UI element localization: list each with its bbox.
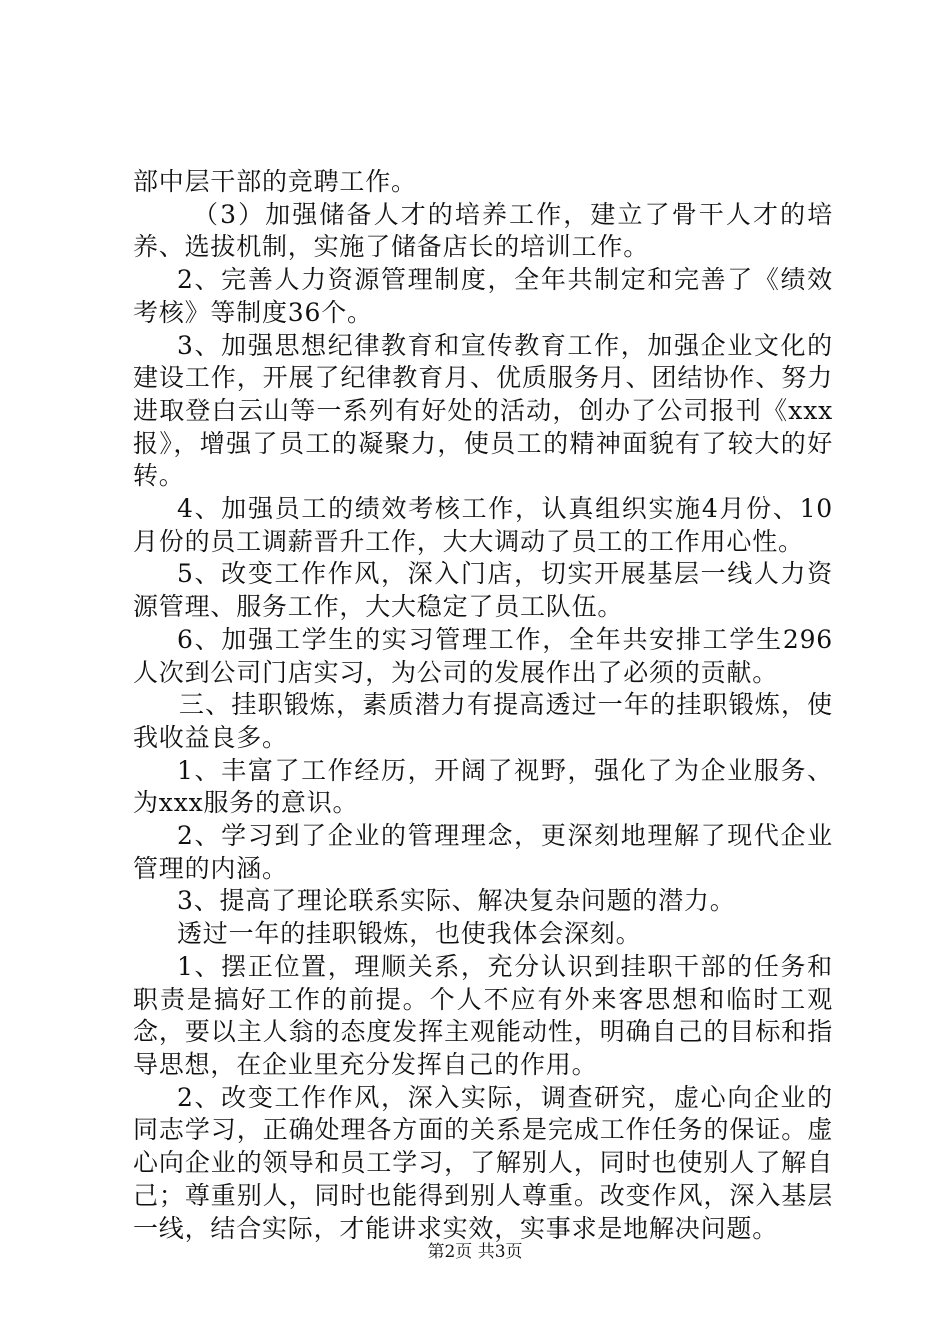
paragraph-item-3-sub: （3）加强储备人才的培养工作，建立了骨干人才的培养、选拔机制，实施了储备店长的培训工作。 — [133, 199, 833, 262]
paragraph-gain-1: 1、丰富了工作经历，开阔了视野，强化了为企业服务、为xxx服务的意识。 — [133, 755, 833, 818]
paragraph-reflection-1: 1、摆正位置，理顺关系，充分认识到挂职干部的任务和职责是搞好工作的前提。个人不应有外来客思想和临时工观念，要以主人翁的态度发挥主观能动性，明确自己的目标和指导思想，在企业里充分发挥自己的作用。 — [133, 951, 833, 1079]
paragraph-continuation: 部中层干部的竞聘工作。 — [133, 167, 417, 196]
paragraph-item-6: 6、加强工学生的实习管理工作，全年共安排工学生296人次到公司门店实习，为公司的发展作出了必须的贡献。 — [133, 624, 833, 687]
paragraph-gain-2: 2、学习到了企业的管理理念，更深刻地理解了现代企业管理的内涵。 — [133, 821, 833, 883]
paragraph-item-5: 5、改变工作作风，深入门店，切实开展基层一线人力资源管理、服务工作，大大稳定了员工队伍。 — [133, 559, 833, 622]
paragraph-item-4: 4、加强员工的绩效考核工作，认真组织实施4月份、10月份的员工调薪晋升工作，大大调动了员工的工作用心性。 — [133, 494, 833, 556]
section-heading-three: 三、挂职锻炼，素质潜力有提高透过一年的挂职锻炼，使我收益良多。 — [133, 690, 833, 752]
document-body — [133, 166, 833, 1245]
paragraph-reflection-intro: 透过一年的挂职锻炼，也使我体会深刻。 — [177, 919, 642, 949]
paragraph-item-2: 2、完善人力资源管理制度，全年共制定和完善了《绩效考核》等制度36个。 — [133, 265, 833, 327]
page-number-footer: 第2页 共3页 — [427, 1242, 523, 1262]
paragraph-item-3: 3、加强思想纪律教育和宣传教育工作，加强企业文化的建设工作，开展了纪律教育月、优质服务月、团结协作、努力进取登白云山等一系列有好处的活动，创办了公司报刊《xxx报》，增强了员工的凝聚力，使员工的精神面貌有了较大的好转。 — [133, 330, 833, 491]
paragraph-gain-3: 3、提高了理论联系实际、解决复杂问题的潜力。 — [177, 886, 736, 916]
paragraph-reflection-2: 2、改变工作作风，深入实际，调查研究，虚心向企业的同志学习，正确处理各方面的关系是完成工作任务的保证。虚心向企业的领导和员工学习，了解别人，同时也使别人了解自己；尊重别人，同时也能得到别人尊重。改变作风，深入基层一线，结合实际，才能讲求实效，实事求是地解决问题。 — [133, 1082, 833, 1243]
